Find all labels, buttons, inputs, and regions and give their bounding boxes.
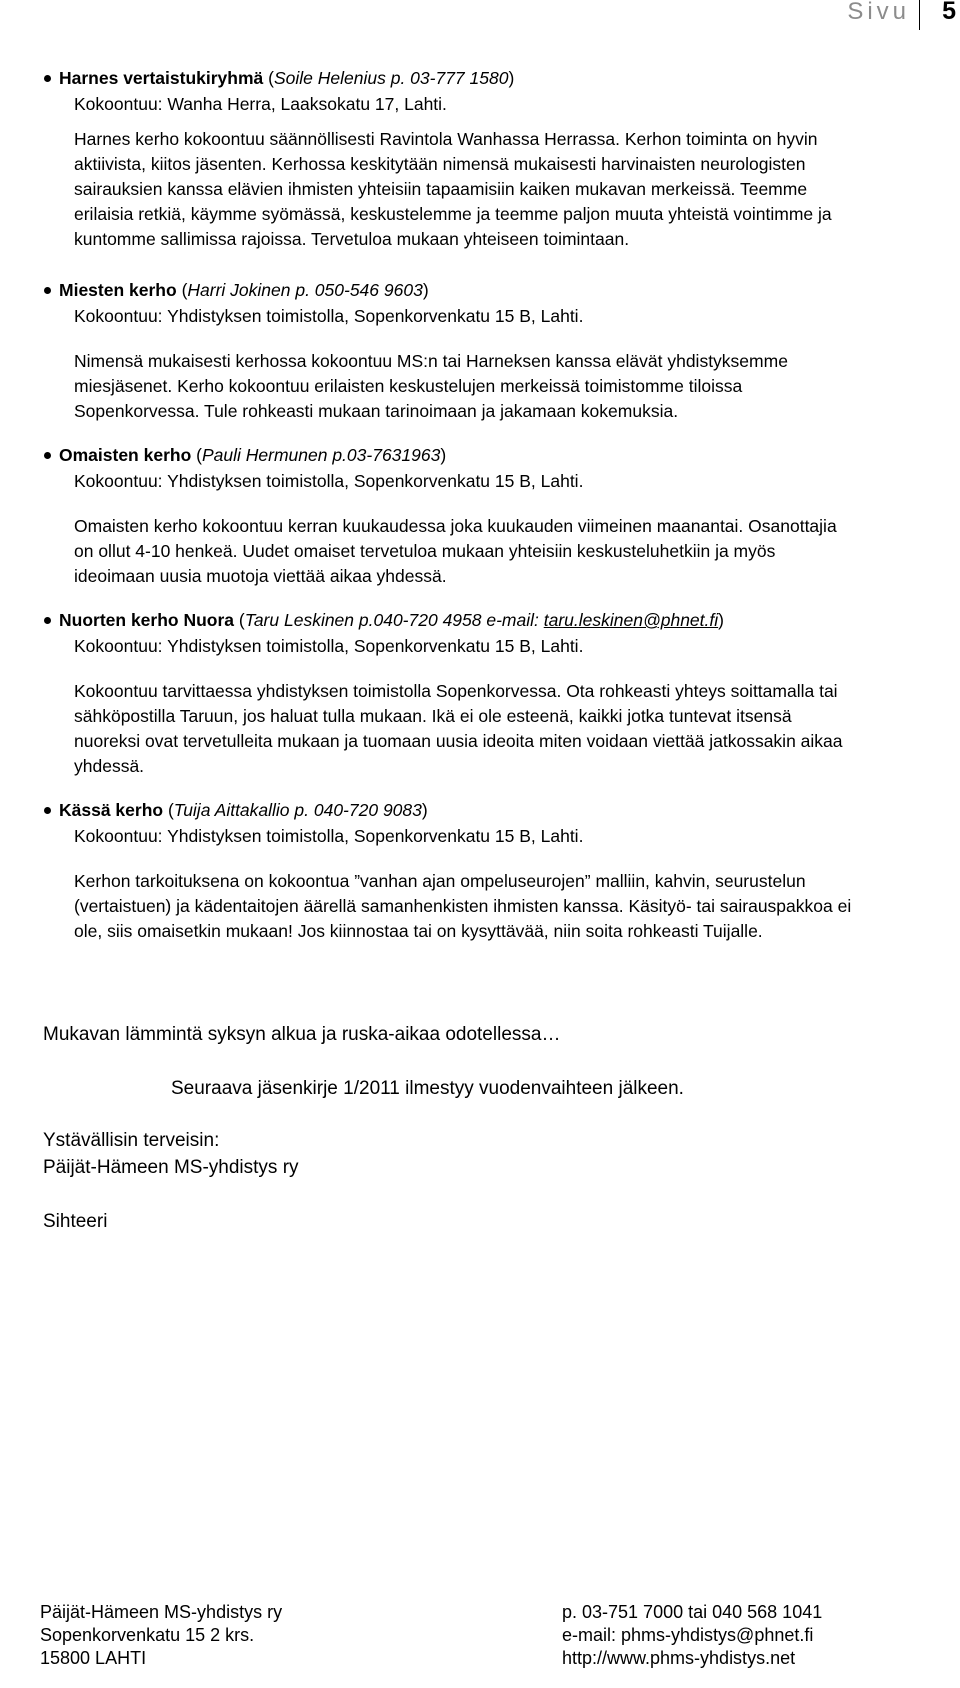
section-kassa-kerho [0,796,960,944]
section-heading: Kässä kerho (Tuija Aittakallio p. 040-720 9083) [59,800,428,820]
section-heading: Omaisten kerho (Pauli Hermunen p.03-7631963) [59,445,447,465]
organization-name: Päijät-Hämeen MS-yhdistys ry [43,1157,299,1178]
next-issue-note: Seuraava jäsenkirje 1/2011 ilmestyy vuodenvaihteen jälkeen. [171,1078,684,1099]
closing-greeting: Mukavan lämmintä syksyn alkua ja ruska-aikaa odotellessa… [43,1024,561,1045]
bullet-icon [44,617,51,624]
meeting-place: Kokoontuu: Yhdistyksen toimistolla, Sopenkorvenkatu 15 B, Lahti. [74,636,584,656]
meeting-place: Kokoontuu: Yhdistyksen toimistolla, Sopenkorvenkatu 15 B, Lahti. [74,826,584,846]
section-title: Omaisten kerho [59,445,192,465]
page-number: 5 [942,0,956,25]
regards-text: Ystävällisin terveisin: [43,1130,220,1151]
footer-email[interactable]: e-mail: phms-yhdistys@phnet.fi [562,1625,814,1645]
section-title: Harnes vertaistukiryhmä [59,68,264,88]
footer-website[interactable]: http://www.phms-yhdistys.net [562,1648,796,1668]
section-title: Nuorten kerho Nuora [59,610,235,630]
bullet-icon [44,287,51,294]
footer-address: Päijät-Hämeen MS-yhdistys ry Sopenkorvenkatu 15 2 krs. 15800 LAHTI [40,1602,283,1668]
section-miesten-kerho [0,276,960,424]
page-header [0,0,960,30]
footer-contact [562,1601,822,1670]
contact-person: Taru Leskinen p.040-720 4958 e-mail: [244,610,544,630]
page-label: Sivu [847,0,910,25]
section-description: Omaisten kerho kokoontuu kerran kuukaudessa joka kuukauden viimeinen maanantai. Osanottajia on ollut 4-10 henkeä. Uudet omaiset tervetuloa mukaan yhteisiin keskusteluhetkiin ja myös ideoimaan uusia muotoja viettää aikaa yhdessä. [74,516,837,586]
bullet-icon [44,75,51,82]
section-heading: Harnes vertaistukiryhmä (Soile Helenius p. 03-777 1580) [59,68,515,88]
signer-title: Sihteeri [43,1211,108,1232]
section-omaisten-kerho [0,441,960,589]
section-nuorten-kerho [0,606,960,779]
bullet-icon [44,452,51,459]
section-description: Nimensä mukaisesti kerhossa kokoontuu MS:n tai Harneksen kanssa elävät yhdistyksemme miesjäsenet. Kerho kokoontuu erilaisten keskustelujen merkeissä toimistomme tiloissa Sopenkorvessa. Tule rohkeasti mukaan tarinoimaan ja jakamaan kokemuksia. [74,351,788,421]
contact-person: Pauli Hermunen p.03-7631963 [201,445,441,465]
contact-person: Harri Jokinen p. 050-546 9603 [187,280,423,300]
contact-email-link[interactable]: taru.leskinen@phnet.fi [543,610,719,630]
meeting-place: Kokoontuu: Yhdistyksen toimistolla, Sopenkorvenkatu 15 B, Lahti. [74,471,584,491]
header-separator [919,0,920,30]
contact-person: Soile Helenius p. 03-777 1580 [273,68,509,88]
section-title: Kässä kerho [59,800,164,820]
section-description: Kerhon tarkoituksena on kokoontua ”vanhan ajan ompeluseurojen” malliin, kahvin, seurustelun (vertaistuen) ja kädentaitojen äärellä samanhenkisten ihmisten kanssa. Käsityö- tai sairauspakkoa ei ole, siis omaisetkin mukaan! Jos kiinnostaa tai on kysyttävää, niin soita rohkeasti Tuijalle. [74,871,852,941]
section-heading: Miesten kerho (Harri Jokinen p. 050-546 9603) [59,280,429,300]
contact-person: Tuija Aittakallio p. 040-720 9083 [173,800,422,820]
section-harnes [0,64,960,252]
section-description: Harnes kerho kokoontuu säännöllisesti Ravintola Wanhassa Herrassa. Kerhon toiminta on hyvin aktiivista, kiitos jäsenten. Kerhossa keskitytään nimensä mukaisesti harvinaisten neurologisten sairauksien kanssa elävien ihmisten yhteisiin tapaamisiin kaiken mukavan merkeissä. Teemme erilaisia retkiä, käymme syömässä, keskustelemme ja teemme paljon muuta yhteistä vointimme ja kuntomme sallimissa rajoissa. Tervetuloa mukaan yhteiseen toimintaan. [74,129,832,249]
footer-phone: p. 03-751 7000 tai 040 568 1041 [562,1602,823,1622]
section-heading: Nuorten kerho Nuora (Taru Leskinen p.040-720 4958 e-mail: taru.leskinen@phnet.fi) [59,610,724,630]
meeting-place: Kokoontuu: Yhdistyksen toimistolla, Sopenkorvenkatu 15 B, Lahti. [74,306,584,326]
section-title: Miesten kerho [59,280,177,300]
bullet-icon [44,807,51,814]
section-description: Kokoontuu tarvittaessa yhdistyksen toimistolla Sopenkorvessa. Ota rohkeasti yhteys soittamalla tai sähköpostilla Taruun, jos haluat tulla mukaan. Ikä ei ole esteenä, kaikki jotka tuntevat itsensä nuoreksi ovat tervetulleita mukaan ja tuomaan uusia ideoita miten voidaan viettää jatkossakin aikaa yhdessä. [74,681,843,776]
meeting-place: Kokoontuu: Wanha Herra, Laaksokatu 17, Lahti. [74,94,447,114]
